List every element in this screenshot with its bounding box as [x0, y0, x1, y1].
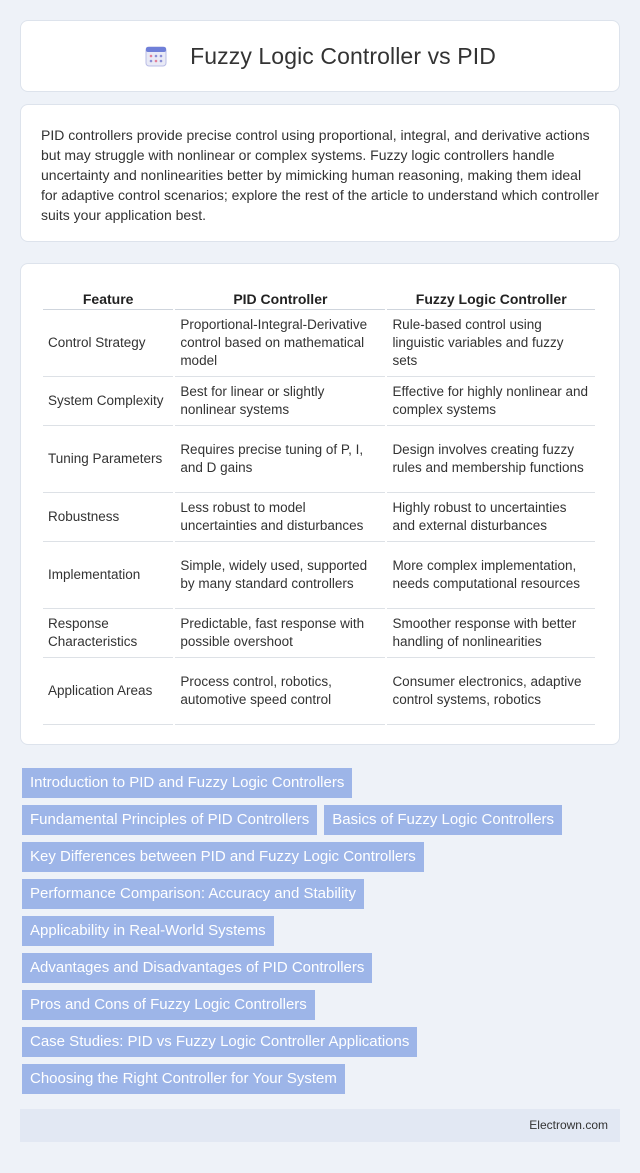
link-row: [22, 842, 622, 872]
topic-link[interactable]: Case Studies: PID vs Fuzzy Logic Controller Applications: [22, 1027, 417, 1057]
topic-link[interactable]: Fundamental Principles of PID Controllers: [22, 805, 317, 835]
cell-pid: Less robust to model uncertainties and disturbances: [175, 493, 385, 542]
calendar-icon: [144, 44, 168, 68]
cell-fuzzy: More complex implementation, needs computational resources: [387, 542, 595, 609]
topic-link[interactable]: Applicability in Real-World Systems: [22, 916, 274, 946]
topic-link[interactable]: Choosing the Right Controller for Your System: [22, 1064, 345, 1094]
cell-fuzzy: Rule-based control using linguistic variables and fuzzy sets: [387, 310, 595, 377]
cell-feature: System Complexity: [43, 377, 173, 426]
cell-pid: Simple, widely used, supported by many standard controllers: [175, 542, 385, 609]
cell-pid: Process control, robotics, automotive speed control: [175, 658, 385, 725]
intro-card: [20, 104, 620, 242]
footer: [20, 1109, 620, 1142]
cell-fuzzy: Design involves creating fuzzy rules and membership functions: [387, 426, 595, 493]
header-feature: Feature: [43, 284, 173, 310]
table-header-row: [43, 284, 595, 310]
cell-feature: Implementation: [43, 542, 173, 609]
link-row: [22, 916, 622, 946]
cell-feature: Application Areas: [43, 658, 173, 725]
intro-text: PID controllers provide precise control using proportional, integral, and derivative actions but may struggle with nonlinear or complex systems. Fuzzy logic controllers handle uncertainty and nonlinearities better by mimicking human reasoning, making them ideal for adaptive control scenarios; explore the rest of the article to understand which controller suits your application best.: [41, 127, 599, 223]
table-row: [43, 310, 595, 377]
link-row: [22, 1064, 622, 1094]
cell-feature: Robustness: [43, 493, 173, 542]
link-row: [22, 1027, 622, 1057]
header-fuzzy: Fuzzy Logic Controller: [387, 284, 595, 310]
link-row: [22, 768, 622, 798]
cell-feature: Response Characteristics: [43, 609, 173, 658]
title-card: [20, 20, 620, 92]
link-row: [22, 805, 622, 835]
footer-site[interactable]: Electrown.com: [529, 1118, 608, 1132]
topic-link[interactable]: Key Differences between PID and Fuzzy Logic Controllers: [22, 842, 424, 872]
topic-link[interactable]: Performance Comparison: Accuracy and Stability: [22, 879, 364, 909]
table-row: [43, 426, 595, 493]
cell-fuzzy: Smoother response with better handling of nonlinearities: [387, 609, 595, 658]
page-title: Fuzzy Logic Controller vs PID: [190, 42, 496, 69]
topic-link[interactable]: Basics of Fuzzy Logic Controllers: [324, 805, 562, 835]
cell-pid: Predictable, fast response with possible overshoot: [175, 609, 385, 658]
table-row: [43, 493, 595, 542]
comparison-table-card: [20, 263, 620, 745]
cell-fuzzy: Consumer electronics, adaptive control systems, robotics: [387, 658, 595, 725]
table-row: [43, 542, 595, 609]
topic-link[interactable]: Introduction to PID and Fuzzy Logic Controllers: [22, 768, 352, 798]
link-row: [22, 953, 622, 983]
table-row: [43, 377, 595, 426]
cell-feature: Control Strategy: [43, 310, 173, 377]
table-row: [43, 609, 595, 658]
cell-fuzzy: Effective for highly nonlinear and complex systems: [387, 377, 595, 426]
table-row: [43, 658, 595, 725]
topic-link[interactable]: Pros and Cons of Fuzzy Logic Controllers: [22, 990, 315, 1020]
cell-pid: Requires precise tuning of P, I, and D gains: [175, 426, 385, 493]
topic-links: [22, 768, 622, 1101]
cell-pid: Proportional-Integral-Derivative control based on mathematical model: [175, 310, 385, 377]
link-row: [22, 879, 622, 909]
cell-feature: Tuning Parameters: [43, 426, 173, 493]
header-pid: PID Controller: [175, 284, 385, 310]
link-row: [22, 990, 622, 1020]
cell-pid: Best for linear or slightly nonlinear systems: [175, 377, 385, 426]
cell-fuzzy: Highly robust to uncertainties and external disturbances: [387, 493, 595, 542]
comparison-table: [41, 284, 597, 725]
topic-link[interactable]: Advantages and Disadvantages of PID Controllers: [22, 953, 372, 983]
